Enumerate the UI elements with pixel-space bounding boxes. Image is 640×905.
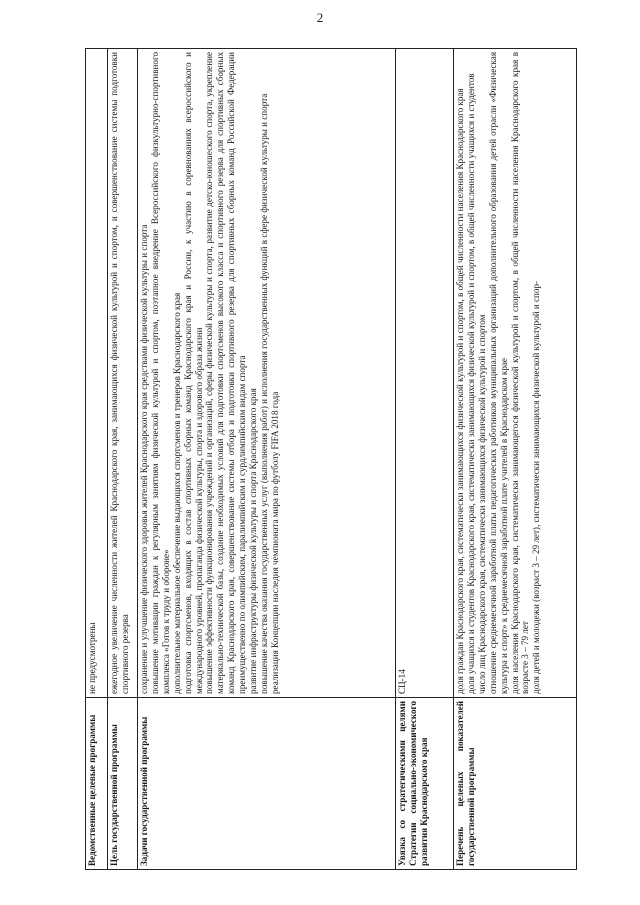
row-label: Задачи государственной программы bbox=[138, 698, 396, 870]
value-line: доля учащихся и студентов Краснодарского края, систематически занимающихся физической культурой и спортом, в общей численности учащихся и студентов bbox=[465, 73, 476, 694]
table-row bbox=[396, 49, 454, 870]
row-value bbox=[108, 49, 138, 698]
row-value bbox=[138, 49, 396, 698]
row-value bbox=[454, 49, 577, 698]
table-row bbox=[108, 49, 138, 870]
row-label: Увязка со стратегическими целями Стратегии социально-экономического развития Краснодарского края bbox=[396, 698, 454, 870]
value-line: отношение среднемесячной заработной платы педагогических работников муниципальных организаций дополнительного образования детей отрасли «Физическая культура и спорт» к среднемесячной заработной плате учителей в Краснодарском крае bbox=[487, 52, 509, 694]
value-line: число лиц Краснодарского края, систематически занимающихся физической культурой и спортом bbox=[476, 314, 487, 694]
passport-table bbox=[85, 48, 577, 870]
value-line: повышение эффективности функционирования учреждений и организаций, сферы физической культуры и спорта, развитие детско-юношеского спорта, укрепление материально-технической базы, создание необходимых условий для подготовки спортсменов высокого класса и спортивного резерва для спортивных сборных команд Краснодарского края, совершенствование системы отбора и подготовки спортивного резерва для спортивных сборных команд Российской Федерации преимущественно по олимпийским, паралимпийским и сурдлимпийским видам спорта bbox=[204, 52, 248, 694]
row-label: Цель государственной программы bbox=[108, 698, 138, 870]
value-line: дополнительное материальное обеспечение выдающихся спортсменов и тренеров Краснодарского края bbox=[171, 292, 182, 694]
row-label: Перечень целевых показателей государственной программы bbox=[454, 698, 577, 870]
value-line: не предусмотрены bbox=[87, 622, 97, 694]
table-row bbox=[138, 49, 396, 870]
value-line: доля населения Краснодарского края, систематически занимающегося физической культурой и спортом, в общей численности населения Краснодарского края в возрасте 3 – 79 лет bbox=[509, 52, 531, 694]
row-label: Ведомственные целевые программы bbox=[86, 698, 108, 870]
value-line: подготовка спортсменов, входящих в состав спортивных сборных команд Краснодарского края и России, к участию в соревнованиях всероссийского и международного уровней, пропаганда физической культуры, спорта и здорового образа жизни bbox=[182, 52, 204, 694]
table-row bbox=[454, 49, 577, 870]
value-line: доля детей и молодежи (возраст 3 – 29 лет), систематически занимающихся физической культурой и спор- bbox=[531, 280, 542, 694]
value-line: ежегодное увеличение численности жителей Краснодарского края, занимающихся физической культурой и спортом, и совершенствование системы подготовки спортивного резерва bbox=[109, 52, 130, 694]
rotated-page-content bbox=[85, 48, 576, 870]
value-line: развитие инфраструктуры физической культуры и спорта Краснодарского края bbox=[248, 388, 259, 694]
value-line: повышение мотивации граждан к регулярным занятиям физической культурой и спортом, поэтапное внедрение Всероссийского физкультурно-спортивного комплекса «Готов к труду и обороне» bbox=[149, 52, 171, 694]
value-line: повышение качества оказания государственных услуг (выполнения работ) и исполнения государственных функций в сфере физической культуры и спорта bbox=[258, 93, 269, 694]
page-number: 2 bbox=[316, 10, 324, 25]
value-line: доля граждан Краснодарского края, систематически занимающихся физической культурой и спортом, в общей численности населения Краснодарского края bbox=[455, 88, 465, 694]
table-row bbox=[86, 49, 108, 870]
value-line: СЦ-14 bbox=[397, 669, 407, 694]
row-value bbox=[86, 49, 108, 698]
row-value bbox=[396, 49, 454, 698]
value-line: реализация Концепции наследия чемпионата мира по футболу FIFA 2018 года bbox=[269, 391, 280, 694]
value-line: сохранение и улучшение физического здоровья жителей Краснодарского края средствами физической культуры и спорта bbox=[139, 224, 149, 694]
